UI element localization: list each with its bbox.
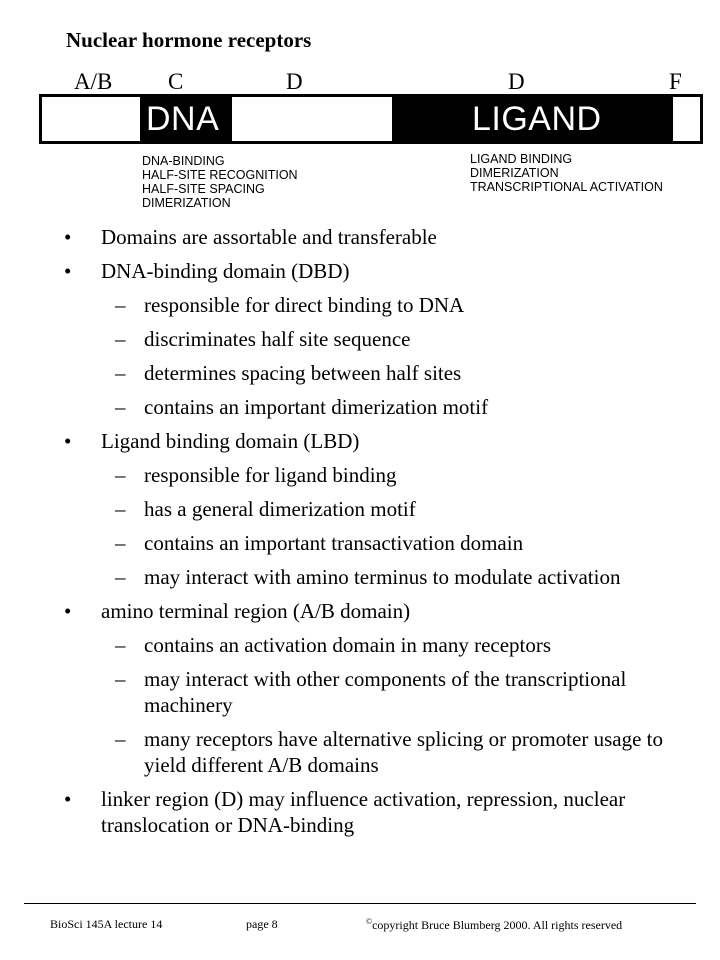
domain-label-d: D [286, 69, 303, 94]
bullet-marker: • [64, 599, 72, 623]
dash-marker: – [115, 293, 126, 317]
domain-label-c: C [168, 69, 184, 94]
copyright-text: copyright Bruce Blumberg 2000. All rights reserved [372, 918, 623, 932]
ligand-domain-segment [392, 97, 673, 141]
bullet-item [60, 224, 680, 258]
bullet-text: may interact with amino terminus to modulate activation [144, 565, 621, 589]
bullet-text: has a general dimerization motif [144, 497, 416, 521]
bullet-item [60, 258, 680, 292]
bullet-list [60, 224, 680, 846]
ligand-function-item: DIMERIZATION [470, 166, 559, 180]
dna-function-item: HALF-SITE RECOGNITION [142, 168, 298, 182]
ligand-function-item: TRANSCRIPTIONAL ACTIVATION [470, 180, 663, 194]
dash-marker: – [115, 463, 126, 487]
bullet-text: discriminates half site sequence [144, 327, 411, 351]
dna-domain-segment [140, 97, 232, 141]
ligand-function-item: LIGAND BINDING [470, 152, 573, 166]
sub-bullet-item [60, 726, 680, 786]
sub-bullet-item [60, 530, 680, 564]
bullet-text: responsible for direct binding to DNA [144, 293, 465, 317]
receptor-domain-bar [39, 94, 703, 144]
bullet-text: responsible for ligand binding [144, 463, 397, 487]
footer-divider [24, 903, 696, 904]
bullet-item [60, 786, 680, 846]
bullet-text: Ligand binding domain (LBD) [101, 429, 360, 453]
bullet-text: contains an important dimerization motif [144, 395, 489, 419]
domain-label-d-2: D [508, 69, 525, 94]
sub-bullet-item [60, 632, 680, 666]
bullet-text: contains an important transactivation domain [144, 531, 524, 555]
dash-marker: – [115, 633, 126, 657]
sub-bullet-item [60, 496, 680, 530]
sub-bullet-item [60, 292, 680, 326]
bullet-text: Domains are assortable and transferable [101, 225, 437, 249]
bullet-marker: • [64, 429, 72, 453]
dash-marker: – [115, 667, 126, 691]
bullet-item [60, 598, 680, 632]
dash-marker: – [115, 327, 126, 351]
sub-bullet-item [60, 360, 680, 394]
linker-domain-segment [232, 97, 392, 141]
dash-marker: – [115, 727, 126, 751]
dash-marker: – [115, 531, 126, 555]
bullet-marker: • [64, 225, 72, 249]
ab-domain-segment [42, 97, 140, 141]
dna-function-item: DNA-BINDING [142, 154, 225, 168]
dash-marker: – [115, 361, 126, 385]
ligand-domain-label: LIGAND [472, 100, 602, 138]
bullet-text: linker region (D) may influence activation, repression, nuclear translocation or DNA-binding [101, 787, 626, 837]
page-title: Nuclear hormone receptors [66, 28, 312, 52]
bullet-text: DNA-binding domain (DBD) [101, 259, 350, 283]
domain-label-f: F [669, 69, 682, 94]
bullet-item [60, 428, 680, 462]
dna-domain-label: DNA [146, 100, 220, 138]
bullet-text: determines spacing between half sites [144, 361, 462, 385]
sub-bullet-item [60, 666, 680, 726]
ligand-functions-list [470, 152, 663, 194]
sub-bullet-item [60, 564, 680, 598]
footer-course: BioSci 145A lecture 14 [50, 917, 163, 931]
copyright-symbol: © [366, 917, 373, 926]
sub-bullet-item [60, 462, 680, 496]
f-domain-segment [673, 97, 700, 141]
sub-bullet-item [60, 394, 680, 428]
bullet-text: amino terminal region (A/B domain) [101, 599, 411, 623]
bullet-marker: • [64, 259, 72, 283]
bullet-text: contains an activation domain in many receptors [144, 633, 552, 657]
dna-functions-list [142, 154, 298, 210]
bullet-text: may interact with other components of the transcriptional machinery [144, 667, 627, 717]
dash-marker: – [115, 395, 126, 419]
dna-function-item: HALF-SITE SPACING [142, 182, 265, 196]
bullet-text: many receptors have alternative splicing or promoter usage to yield different A/B domains [144, 727, 663, 777]
dna-function-item: DIMERIZATION [142, 196, 231, 210]
dash-marker: – [115, 497, 126, 521]
footer-page: page 8 [246, 917, 278, 931]
bullet-marker: • [64, 787, 72, 811]
footer-copyright [366, 917, 622, 933]
domain-label-ab: A/B [74, 69, 113, 94]
sub-bullet-item [60, 326, 680, 360]
dash-marker: – [115, 565, 126, 589]
